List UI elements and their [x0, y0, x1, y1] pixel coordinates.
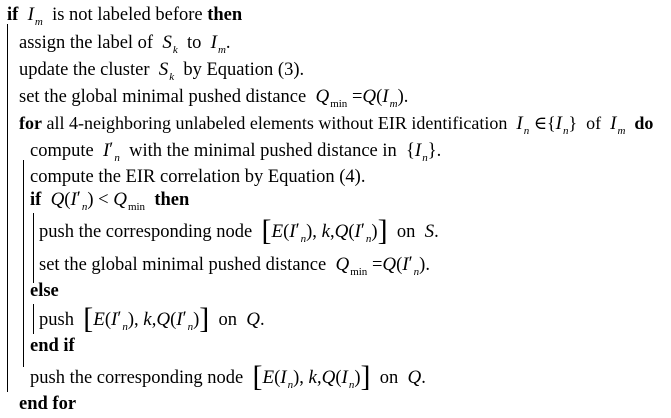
- math-prime: ′: [117, 309, 122, 329]
- math-sub: m: [34, 16, 43, 28]
- line-text: push the corresponding node: [39, 222, 253, 242]
- math-var: I: [210, 32, 217, 53]
- math-sub: n: [348, 379, 355, 391]
- math-fn: Q: [156, 309, 171, 330]
- math-prime: ′: [295, 221, 300, 241]
- line-text: by Equation (3).: [183, 60, 305, 80]
- line-text: of: [586, 113, 602, 133]
- math-op: =: [351, 87, 363, 107]
- line-text: .: [425, 255, 430, 275]
- algo-line-8: if $Q(I'_n) < Q_{min}$ then: [30, 189, 190, 213]
- math-sub: n: [114, 152, 120, 164]
- math-var: Q: [246, 309, 261, 330]
- math-fn: Q: [334, 221, 349, 242]
- math-fn: Q: [382, 254, 397, 275]
- math-var: I: [610, 113, 617, 134]
- math-prime: ′: [360, 221, 365, 241]
- math-var: Q: [407, 367, 422, 388]
- math-var: I: [555, 113, 562, 134]
- math-var: I: [402, 254, 409, 275]
- line-text: on: [218, 310, 238, 330]
- algo-line-11: [30, 278, 59, 305]
- math-prime: ′: [76, 189, 81, 209]
- math-sub: n: [523, 125, 530, 137]
- math-var: I: [516, 113, 523, 134]
- algo-line-1: [7, 1, 242, 28]
- math-var: S: [158, 59, 169, 80]
- math-var: S: [162, 32, 172, 53]
- math-fn: E: [93, 309, 105, 330]
- line-text: all 4-neighboring unlabeled elements without EIR identification: [46, 113, 508, 133]
- math-var: I: [110, 309, 118, 330]
- math-sub: min: [330, 98, 348, 110]
- line-text: update the cluster: [19, 60, 150, 80]
- math-sub: min: [127, 201, 146, 213]
- math-fn: E: [271, 221, 284, 242]
- math-var: I: [354, 221, 361, 242]
- math-sub: n: [300, 233, 307, 245]
- line-text: push: [39, 310, 74, 330]
- algo-line-12: push [$E(I'_n)$, $k,Q(I'_n)$] on Q.: [39, 302, 265, 335]
- math-sub: n: [413, 266, 420, 278]
- line-text: .: [434, 222, 439, 242]
- keyword-end-for: end for: [19, 394, 77, 414]
- line-text: .: [225, 33, 231, 53]
- math-var: Q: [113, 189, 127, 210]
- line-text: set the global minimal pushed distance: [19, 87, 307, 107]
- algo-line-6: compute $I'_n$ with the minimal pushed distance in $\{I_n\}$.: [30, 140, 442, 164]
- math-prime: ′: [408, 254, 413, 274]
- line-text: on: [396, 222, 416, 242]
- keyword-end-if: end if: [30, 336, 75, 356]
- math-var: I: [280, 367, 287, 388]
- math-sub: m: [617, 125, 626, 137]
- math-op: =: [371, 255, 383, 275]
- math-sub: k: [172, 44, 178, 56]
- line-text: assign the label of: [19, 33, 154, 53]
- math-sub: m: [217, 44, 226, 56]
- keyword-for: for: [19, 113, 42, 133]
- math-sub: n: [187, 321, 194, 333]
- inner-if-scope-bar: [33, 213, 34, 283]
- math-var: Q: [335, 254, 350, 275]
- math-var: I: [289, 221, 296, 242]
- line-text: push the corresponding node: [30, 368, 244, 388]
- line-text: with the minimal pushed distance in: [129, 141, 397, 161]
- if-scope-bar: [7, 24, 8, 392]
- keyword-else: else: [30, 281, 59, 301]
- math-op: ∈: [533, 113, 548, 133]
- math-fn: Q: [50, 189, 65, 210]
- math-var: I: [27, 4, 34, 25]
- math-fn: E: [262, 367, 275, 388]
- math-sub: n: [122, 321, 128, 333]
- math-var: k: [308, 367, 317, 388]
- math-var: k: [321, 221, 330, 242]
- keyword-if: if: [7, 5, 19, 25]
- algo-line-4: set the global minimal pushed distance $Q_{min} =Q(I_m)$.: [19, 86, 409, 110]
- math-var: I: [414, 140, 422, 161]
- algo-line-13: [30, 333, 75, 360]
- line-text: is not labeled before: [52, 5, 203, 25]
- algo-line-10: set the global minimal pushed distance $Q_{min} =Q(I'_n)$.: [39, 254, 430, 278]
- for-scope-bar: [23, 160, 24, 367]
- keyword-if: if: [30, 190, 42, 210]
- algo-line-2: [19, 29, 231, 56]
- math-fn: Q: [321, 367, 336, 388]
- keyword-then: then: [207, 5, 243, 25]
- keyword-then: then: [154, 190, 190, 210]
- math-var: I: [102, 140, 110, 161]
- math-prime: ′: [109, 140, 114, 160]
- math-sub: n: [81, 201, 88, 213]
- math-var: Q: [315, 86, 330, 107]
- line-text: to: [186, 33, 202, 53]
- line-text: .: [403, 87, 409, 107]
- math-var: I: [382, 86, 389, 107]
- line-text: .: [436, 141, 442, 161]
- line-text: set the global minimal pushed distance: [39, 255, 327, 275]
- line-text: .: [260, 310, 265, 330]
- algo-line-9: push the corresponding node [$E(I'_n)$, $k,Q(I'_n)$] on S.: [39, 214, 439, 247]
- math-op: <: [98, 190, 109, 210]
- algo-line-15: [19, 391, 76, 418]
- math-sub: n: [422, 152, 428, 164]
- algo-line-14: push the corresponding node [$E(I_n)$, $k,Q(I_n)$] on Q.: [30, 360, 426, 393]
- math-sub: k: [169, 71, 175, 83]
- line-text: compute: [30, 141, 94, 161]
- math-var: I: [176, 309, 183, 330]
- math-prime: ′: [182, 309, 187, 329]
- math-sub: min: [350, 266, 368, 278]
- math-sub: n: [365, 233, 372, 245]
- line-text: compute the EIR correlation by Equation (4).: [30, 167, 366, 187]
- keyword-do: do: [634, 113, 654, 133]
- math-sub: n: [563, 125, 569, 137]
- math-fn: Q: [362, 86, 377, 107]
- line-text: on: [379, 368, 399, 388]
- math-sub: m: [389, 98, 398, 110]
- math-var: I: [341, 367, 348, 388]
- math-var: S: [424, 221, 435, 242]
- else-scope-bar: [33, 304, 34, 334]
- algo-line-3: [19, 56, 304, 83]
- math-var: k: [143, 309, 152, 330]
- line-text: .: [421, 368, 426, 388]
- math-sub: n: [287, 379, 294, 391]
- math-var: I: [70, 189, 77, 210]
- algo-line-5: for all 4-neighboring unlabeled elements without EIR identification $I_n$ $\in\{I_n\}$ of $I_m$ do: [19, 113, 654, 137]
